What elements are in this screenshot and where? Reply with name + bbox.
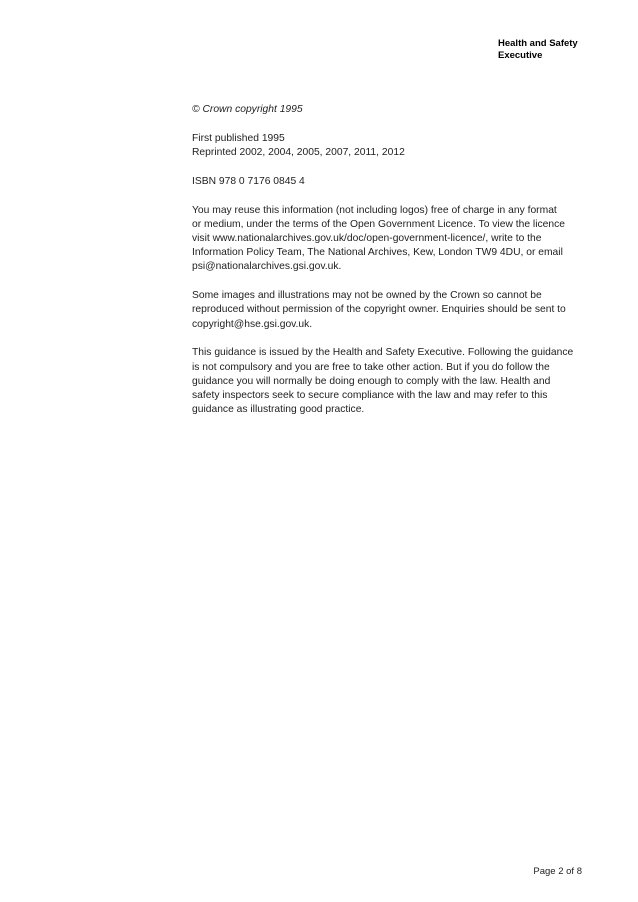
page-number: Page 2 of 8 xyxy=(533,866,582,877)
licence-line: psi@nationalarchives.gsi.gov.uk. xyxy=(192,261,342,273)
guidance-line: This guidance is issued by the Health and Safety Executive. Following the guidance xyxy=(192,347,574,359)
organisation-name-line-1: Health and Safety xyxy=(498,38,578,49)
guidance-line: guidance as illustrating good practice. xyxy=(192,404,365,416)
first-published: First published 1995 xyxy=(192,132,285,144)
licence-line: Information Policy Team, The National Archives, Kew, London TW9 4DU, or email xyxy=(192,247,563,259)
guidance-line: safety inspectors seek to secure compliance with the law and may refer to this xyxy=(192,390,548,402)
document-body xyxy=(192,103,592,432)
guidance-paragraph xyxy=(192,346,592,417)
licence-line: visit www.nationalarchives.gov.uk/doc/open-government-licence/, write to the xyxy=(192,233,542,244)
isbn-number: ISBN 978 0 7176 0845 4 xyxy=(192,175,305,187)
guidance-line: guidance you will normally be doing enough to comply with the law. Health and xyxy=(192,375,551,387)
copyright-notice: © Crown copyright 1995 xyxy=(192,104,303,115)
licence-line: or medium, under the terms of the Open Government Licence. To view the licence xyxy=(192,218,565,230)
publication-history xyxy=(192,132,592,160)
reprinted-dates: Reprinted 2002, 2004, 2005, 2007, 2011, 2012 xyxy=(192,147,405,158)
images-line: copyright@hse.gsi.gov.uk. xyxy=(192,318,313,330)
images-line: reproduced without permission of the copyright owner. Enquiries should be sent to xyxy=(192,304,566,316)
organisation-name-line-2: Executive xyxy=(498,49,543,61)
licence-paragraph xyxy=(192,204,592,275)
organisation-name xyxy=(498,38,623,61)
licence-line: You may reuse this information (not including logos) free of charge in any format xyxy=(192,204,557,216)
images-paragraph xyxy=(192,289,592,332)
guidance-line: is not compulsory and you are free to take other action. But if you do follow the xyxy=(192,361,550,373)
images-line: Some images and illustrations may not be owned by the Crown so cannot be xyxy=(192,290,542,302)
